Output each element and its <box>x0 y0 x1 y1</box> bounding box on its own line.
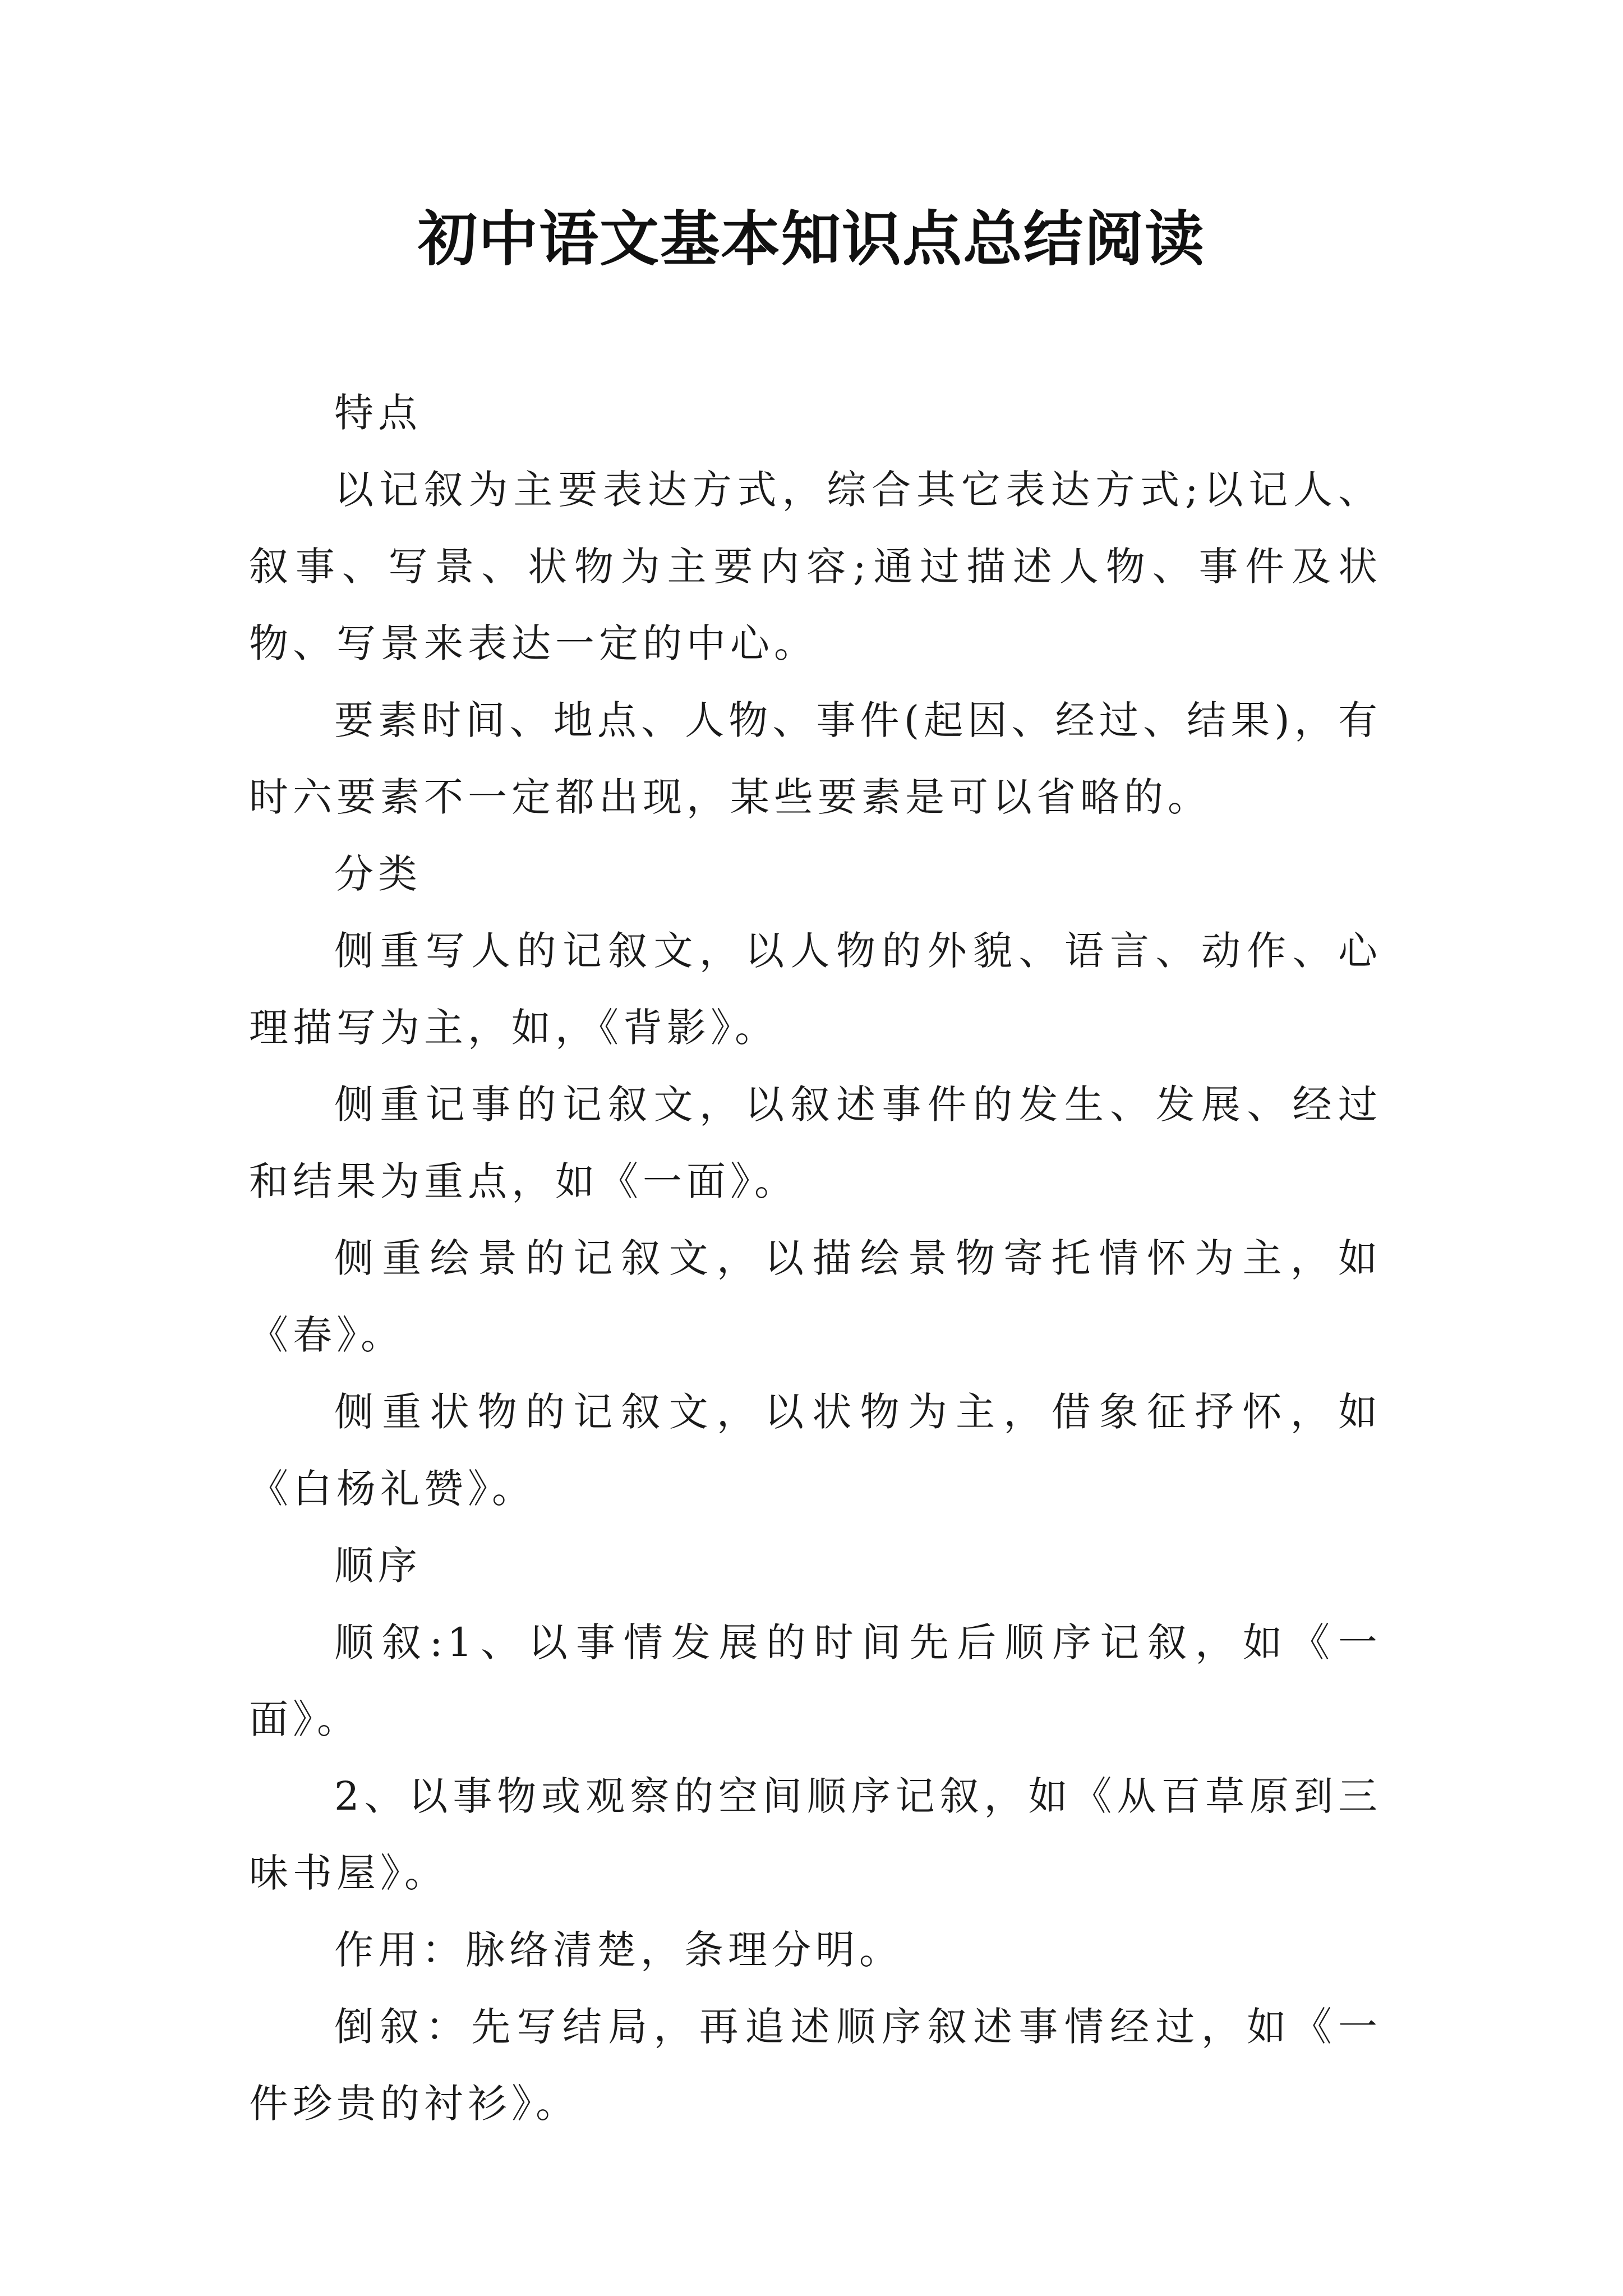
section-heading-classification: 分类 <box>334 851 422 897</box>
paragraph-effect: 作用：脉络清楚，条理分明。 <box>334 1927 903 1973</box>
paragraph-chronological-1: 顺叙:1、以事情发展的时间先后顺序记叙，如《一面》。 <box>249 1619 1382 1742</box>
paragraph-features: 以记叙为主要表达方式，综合其它表达方式;以记人、叙事、写景、状物为主要内容;通过描述人物、事件及状物、写景来表达一定的中心。 <box>249 467 1382 666</box>
paragraph-event-focus: 侧重记事的记叙文，以叙述事件的发生、发展、经过和结果为重点，如《一面》。 <box>249 1082 1382 1204</box>
section-heading-features: 特点 <box>334 390 422 436</box>
paragraph-chronological-2: 2、以事物或观察的空间顺序记叙，如《从百草原到三味书屋》。 <box>249 1773 1382 1896</box>
section-heading-order: 顺序 <box>334 1543 422 1589</box>
document-title: 初中语文基本知识点总结阅读 <box>418 204 1205 274</box>
paragraph-object-focus: 侧重状物的记叙文，以状物为主，借象征抒怀，如《白杨礼赞》。 <box>249 1389 1382 1512</box>
paragraph-person-focus: 侧重写人的记叙文，以人物的外貌、语言、动作、心理描写为主，如，《背影》。 <box>249 928 1382 1051</box>
document-body <box>249 375 1382 2142</box>
paragraph-flashback: 倒叙：先写结局，再追述顺序叙述事情经过，如《一件珍贵的衬衫》。 <box>249 2004 1382 2127</box>
paragraph-scenery-focus: 侧重绘景的记叙文，以描绘景物寄托情怀为主，如《春》。 <box>249 1235 1382 1358</box>
paragraph-elements: 要素时间、地点、人物、事件(起因、经过、结果)，有时六要素不一定都出现，某些要素是可以省略的。 <box>249 697 1382 820</box>
